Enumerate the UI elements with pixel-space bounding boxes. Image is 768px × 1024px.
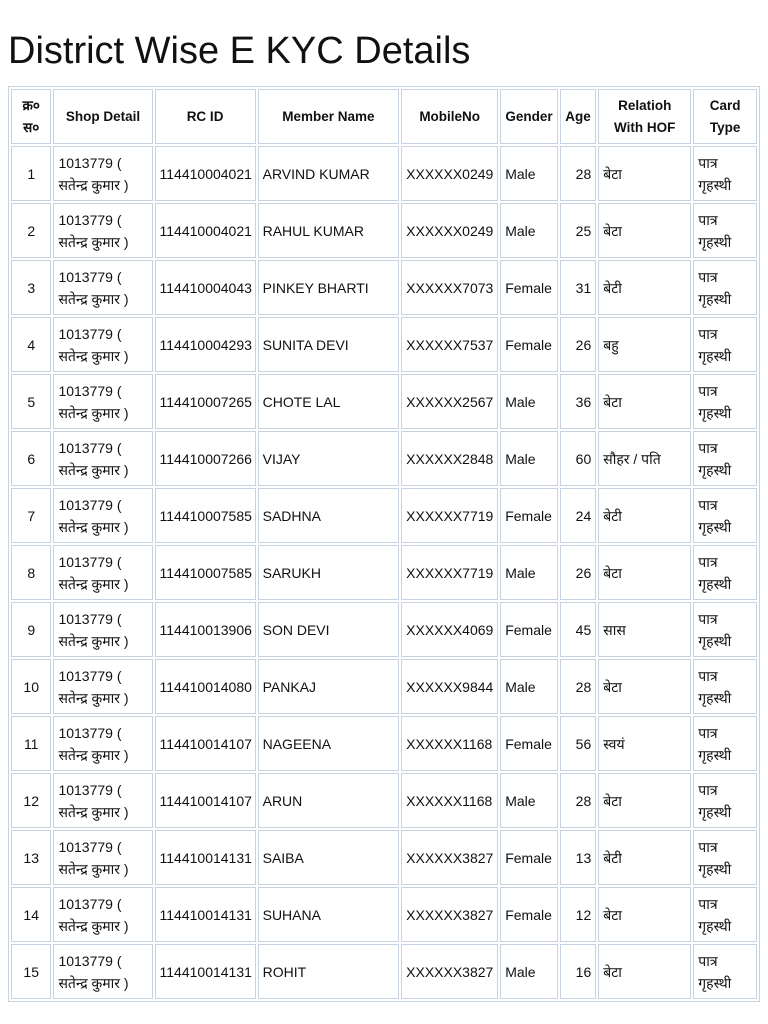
rc-id-cell: 114410004021	[155, 203, 256, 258]
age-cell: 36	[560, 374, 596, 429]
card-type-cell	[693, 830, 757, 885]
header-member-name: Member Name	[258, 89, 400, 144]
member-name-cell: SADHNA	[258, 488, 400, 543]
age-cell: 26	[560, 545, 596, 600]
shop-code: 1013779 (	[58, 838, 122, 855]
shop-code: 1013779 (	[58, 667, 122, 684]
card-type-line-2: गृहस्थी	[698, 860, 732, 877]
mobile-no-cell: XXXXXX7537	[401, 317, 498, 372]
serial-no-cell: 15	[11, 944, 51, 999]
age-cell: 60	[560, 431, 596, 486]
rc-id-cell: 114410014080	[155, 659, 256, 714]
gender-cell: Male	[500, 146, 558, 201]
card-type-line-1: पात्र	[698, 382, 718, 399]
table-row	[11, 374, 757, 429]
card-type-line-2: गृहस्थी	[698, 290, 732, 307]
card-type-cell	[693, 317, 757, 372]
relation-cell: बेटा	[598, 887, 691, 942]
card-type-line-1: पात्र	[698, 439, 718, 456]
table-body	[11, 146, 757, 999]
gender-cell: Female	[500, 716, 558, 771]
shop-owner: सतेन्द्र कुमार )	[58, 176, 129, 193]
card-type-line-2: गृहस्थी	[698, 233, 732, 250]
header-rc-id: RC ID	[155, 89, 256, 144]
mobile-no-cell: XXXXXX3827	[401, 944, 498, 999]
card-type-cell	[693, 431, 757, 486]
shop-code: 1013779 (	[58, 382, 122, 399]
table-row	[11, 887, 757, 942]
card-type-line-1: पात्र	[698, 724, 718, 741]
member-name-cell: SUHANA	[258, 887, 400, 942]
gender-cell: Male	[500, 545, 558, 600]
header-card-type: Card Type	[693, 89, 757, 144]
shop-owner: सतेन्द्र कुमार )	[58, 632, 129, 649]
serial-no-cell: 6	[11, 431, 51, 486]
serial-no-cell: 3	[11, 260, 51, 315]
shop-detail-cell	[53, 944, 152, 999]
serial-no-cell: 10	[11, 659, 51, 714]
card-type-line-2: गृहस्थी	[698, 176, 732, 193]
shop-owner: सतेन्द्र कुमार )	[58, 803, 129, 820]
relation-cell: बेटा	[598, 374, 691, 429]
card-type-cell	[693, 146, 757, 201]
shop-owner: सतेन्द्र कुमार )	[58, 518, 129, 535]
shop-detail-cell	[53, 488, 152, 543]
relation-cell: बेटी	[598, 488, 691, 543]
age-cell: 28	[560, 146, 596, 201]
table-row	[11, 317, 757, 372]
mobile-no-cell: XXXXXX2567	[401, 374, 498, 429]
shop-detail-cell	[53, 146, 152, 201]
card-type-line-1: पात्र	[698, 781, 718, 798]
rc-id-cell: 114410007265	[155, 374, 256, 429]
table-row	[11, 773, 757, 828]
card-type-line-1: पात्र	[698, 895, 718, 912]
gender-cell: Male	[500, 431, 558, 486]
card-type-line-2: गृहस्थी	[698, 974, 732, 991]
table-row	[11, 545, 757, 600]
gender-cell: Female	[500, 830, 558, 885]
header-serial-no: क्र० स०	[11, 89, 51, 144]
relation-cell: सौहर / पति	[598, 431, 691, 486]
gender-cell: Male	[500, 944, 558, 999]
shop-owner: सतेन्द्र कुमार )	[58, 461, 129, 478]
member-name-cell: VIJAY	[258, 431, 400, 486]
card-type-line-2: गृहस्थी	[698, 518, 732, 535]
mobile-no-cell: XXXXXX1168	[401, 773, 498, 828]
shop-code: 1013779 (	[58, 781, 122, 798]
card-type-line-1: पात्र	[698, 496, 718, 513]
table-row	[11, 260, 757, 315]
member-name-cell: NAGEENA	[258, 716, 400, 771]
table-row	[11, 488, 757, 543]
age-cell: 28	[560, 659, 596, 714]
card-type-line-2: गृहस्थी	[698, 404, 732, 421]
card-type-cell	[693, 716, 757, 771]
member-name-cell: CHOTE LAL	[258, 374, 400, 429]
card-type-line-1: पात्र	[698, 553, 718, 570]
serial-no-cell: 8	[11, 545, 51, 600]
member-name-cell: RAHUL KUMAR	[258, 203, 400, 258]
member-name-cell: PANKAJ	[258, 659, 400, 714]
shop-code: 1013779 (	[58, 325, 122, 342]
serial-no-cell: 5	[11, 374, 51, 429]
rc-id-cell: 114410007266	[155, 431, 256, 486]
table-row	[11, 944, 757, 999]
card-type-cell	[693, 260, 757, 315]
card-type-line-1: पात्र	[698, 154, 718, 171]
header-row	[11, 89, 757, 144]
serial-no-cell: 7	[11, 488, 51, 543]
shop-detail-cell	[53, 260, 152, 315]
card-type-line-1: पात्र	[698, 211, 718, 228]
gender-cell: Female	[500, 317, 558, 372]
shop-code: 1013779 (	[58, 211, 122, 228]
table-row	[11, 659, 757, 714]
rc-id-cell: 114410004293	[155, 317, 256, 372]
card-type-cell	[693, 659, 757, 714]
serial-no-cell: 4	[11, 317, 51, 372]
member-name-cell: ARUN	[258, 773, 400, 828]
shop-owner: सतेन्द्र कुमार )	[58, 689, 129, 706]
card-type-cell	[693, 602, 757, 657]
shop-owner: सतेन्द्र कुमार )	[58, 974, 129, 991]
shop-owner: सतेन्द्र कुमार )	[58, 290, 129, 307]
serial-no-cell: 11	[11, 716, 51, 771]
rc-id-cell: 114410004021	[155, 146, 256, 201]
serial-no-cell: 2	[11, 203, 51, 258]
card-type-line-2: गृहस्थी	[698, 632, 732, 649]
relation-cell: बेटा	[598, 659, 691, 714]
card-type-line-1: पात्र	[698, 325, 718, 342]
mobile-no-cell: XXXXXX0249	[401, 146, 498, 201]
gender-cell: Male	[500, 374, 558, 429]
card-type-cell	[693, 887, 757, 942]
shop-detail-cell	[53, 317, 152, 372]
serial-no-cell: 14	[11, 887, 51, 942]
member-name-cell: ARVIND KUMAR	[258, 146, 400, 201]
mobile-no-cell: XXXXXX4069	[401, 602, 498, 657]
shop-code: 1013779 (	[58, 724, 122, 741]
table-row	[11, 716, 757, 771]
mobile-no-cell: XXXXXX3827	[401, 830, 498, 885]
card-type-line-2: गृहस्थी	[698, 746, 732, 763]
shop-owner: सतेन्द्र कुमार )	[58, 575, 129, 592]
age-cell: 24	[560, 488, 596, 543]
mobile-no-cell: XXXXXX0249	[401, 203, 498, 258]
relation-cell: बेटा	[598, 944, 691, 999]
header-shop-detail: Shop Detail	[53, 89, 152, 144]
rc-id-cell: 114410014107	[155, 716, 256, 771]
rc-id-cell: 114410007585	[155, 545, 256, 600]
gender-cell: Male	[500, 773, 558, 828]
member-name-cell: ROHIT	[258, 944, 400, 999]
rc-id-cell: 114410014131	[155, 887, 256, 942]
rc-id-cell: 114410007585	[155, 488, 256, 543]
relation-cell: बहु	[598, 317, 691, 372]
relation-cell: बेटा	[598, 203, 691, 258]
mobile-no-cell: XXXXXX1168	[401, 716, 498, 771]
table-row	[11, 602, 757, 657]
card-type-line-1: पात्र	[698, 952, 718, 969]
serial-no-cell: 9	[11, 602, 51, 657]
mobile-no-cell: XXXXXX7719	[401, 488, 498, 543]
shop-code: 1013779 (	[58, 496, 122, 513]
relation-cell: बेटी	[598, 830, 691, 885]
table-row	[11, 203, 757, 258]
card-type-cell	[693, 545, 757, 600]
mobile-no-cell: XXXXXX3827	[401, 887, 498, 942]
serial-no-cell: 13	[11, 830, 51, 885]
card-type-line-2: गृहस्थी	[698, 575, 732, 592]
table-row	[11, 146, 757, 201]
shop-code: 1013779 (	[58, 268, 122, 285]
relation-cell: स्वयं	[598, 716, 691, 771]
shop-code: 1013779 (	[58, 952, 122, 969]
rc-id-cell: 114410014131	[155, 830, 256, 885]
age-cell: 56	[560, 716, 596, 771]
member-name-cell: PINKEY BHARTI	[258, 260, 400, 315]
shop-owner: सतेन्द्र कुमार )	[58, 347, 129, 364]
rc-id-cell: 114410014131	[155, 944, 256, 999]
member-name-cell: SON DEVI	[258, 602, 400, 657]
card-type-cell	[693, 374, 757, 429]
rc-id-cell: 114410013906	[155, 602, 256, 657]
gender-cell: Female	[500, 260, 558, 315]
shop-code: 1013779 (	[58, 610, 122, 627]
age-cell: 28	[560, 773, 596, 828]
page-title: District Wise E KYC Details	[8, 30, 471, 72]
card-type-line-1: पात्र	[698, 667, 718, 684]
shop-detail-cell	[53, 887, 152, 942]
mobile-no-cell: XXXXXX9844	[401, 659, 498, 714]
gender-cell: Male	[500, 203, 558, 258]
shop-owner: सतेन्द्र कुमार )	[58, 860, 129, 877]
shop-owner: सतेन्द्र कुमार )	[58, 746, 129, 763]
table-row	[11, 830, 757, 885]
member-name-cell: SUNITA DEVI	[258, 317, 400, 372]
mobile-no-cell: XXXXXX7719	[401, 545, 498, 600]
shop-detail-cell	[53, 374, 152, 429]
shop-detail-cell	[53, 602, 152, 657]
serial-no-cell: 12	[11, 773, 51, 828]
age-cell: 12	[560, 887, 596, 942]
header-mobile-no: MobileNo	[401, 89, 498, 144]
card-type-cell	[693, 944, 757, 999]
card-type-line-2: गृहस्थी	[698, 803, 732, 820]
gender-cell: Male	[500, 659, 558, 714]
shop-detail-cell	[53, 659, 152, 714]
shop-code: 1013779 (	[58, 439, 122, 456]
age-cell: 25	[560, 203, 596, 258]
card-type-line-2: गृहस्थी	[698, 461, 732, 478]
rc-id-cell: 114410004043	[155, 260, 256, 315]
card-type-cell	[693, 488, 757, 543]
gender-cell: Female	[500, 488, 558, 543]
relation-cell: बेटा	[598, 545, 691, 600]
relation-cell: बेटा	[598, 146, 691, 201]
serial-no-cell: 1	[11, 146, 51, 201]
relation-cell: सास	[598, 602, 691, 657]
age-cell: 31	[560, 260, 596, 315]
shop-detail-cell	[53, 203, 152, 258]
card-type-line-2: गृहस्थी	[698, 917, 732, 934]
card-type-cell	[693, 773, 757, 828]
card-type-line-1: पात्र	[698, 268, 718, 285]
rc-id-cell: 114410014107	[155, 773, 256, 828]
shop-code: 1013779 (	[58, 895, 122, 912]
shop-detail-cell	[53, 431, 152, 486]
member-name-cell: SARUKH	[258, 545, 400, 600]
card-type-line-2: गृहस्थी	[698, 689, 732, 706]
card-type-line-1: पात्र	[698, 838, 718, 855]
relation-cell: बेटा	[598, 773, 691, 828]
header-relation-with-hof: Relatioh With HOF	[598, 89, 691, 144]
shop-code: 1013779 (	[58, 553, 122, 570]
gender-cell: Female	[500, 602, 558, 657]
header-age: Age	[560, 89, 596, 144]
shop-detail-cell	[53, 716, 152, 771]
age-cell: 16	[560, 944, 596, 999]
mobile-no-cell: XXXXXX7073	[401, 260, 498, 315]
shop-detail-cell	[53, 830, 152, 885]
card-type-line-2: गृहस्थी	[698, 347, 732, 364]
shop-detail-cell	[53, 773, 152, 828]
relation-cell: बेटी	[598, 260, 691, 315]
age-cell: 13	[560, 830, 596, 885]
gender-cell: Female	[500, 887, 558, 942]
member-name-cell: SAIBA	[258, 830, 400, 885]
shop-detail-cell	[53, 545, 152, 600]
ekyc-table	[8, 86, 760, 1002]
card-type-cell	[693, 203, 757, 258]
shop-owner: सतेन्द्र कुमार )	[58, 917, 129, 934]
header-gender: Gender	[500, 89, 558, 144]
age-cell: 45	[560, 602, 596, 657]
shop-owner: सतेन्द्र कुमार )	[58, 404, 129, 421]
mobile-no-cell: XXXXXX2848	[401, 431, 498, 486]
table-row	[11, 431, 757, 486]
shop-owner: सतेन्द्र कुमार )	[58, 233, 129, 250]
card-type-line-1: पात्र	[698, 610, 718, 627]
age-cell: 26	[560, 317, 596, 372]
shop-code: 1013779 (	[58, 154, 122, 171]
